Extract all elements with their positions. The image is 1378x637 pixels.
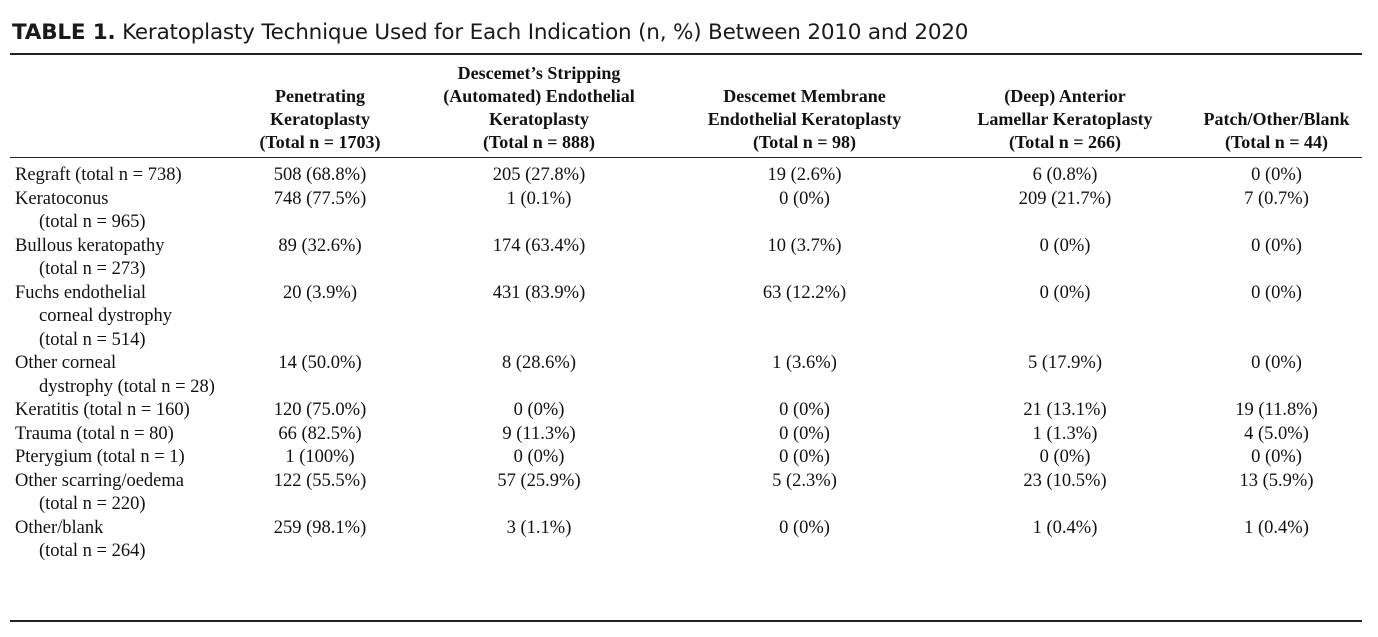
header-cell <box>939 55 1191 157</box>
header-row <box>10 55 1362 157</box>
indication-line: Keratitis (total n = 160) <box>15 400 190 420</box>
value-cell: 1 (0.4%) <box>1032 517 1098 538</box>
indication-cell <box>10 470 232 517</box>
indication-line: Regraft (total n = 738) <box>15 165 182 185</box>
table-row <box>10 235 1362 282</box>
header-cell <box>408 55 670 157</box>
table-row <box>10 423 1362 447</box>
value-cell: 0 (0%) <box>513 447 565 467</box>
value-cell: 1 (0.4%) <box>1244 517 1309 538</box>
indication-cell <box>10 399 232 423</box>
value-cell: 0 (0%) <box>779 423 830 444</box>
table-title: Keratoplasty Technique Used for Each Indication (n, %) Between 2010 and 2020 <box>122 20 969 45</box>
header-cell <box>1191 55 1362 157</box>
value-cell: 19 (11.8%) <box>1235 400 1318 420</box>
indication-cell <box>10 235 232 282</box>
header-cell <box>232 55 408 157</box>
indication-line: Pterygium (total n = 1) <box>15 447 185 467</box>
value-cell: 1 (100%) <box>285 447 355 467</box>
value-cell: 9 (11.3%) <box>502 423 576 444</box>
indication-line: (total n = 514) <box>39 329 146 350</box>
value-cell: 20 (3.9%) <box>283 282 357 303</box>
header-line: (Total n = 1703) <box>259 132 381 152</box>
indication-line: corneal dystrophy <box>39 306 173 326</box>
indication-cell <box>10 164 232 188</box>
table-row <box>10 399 1362 423</box>
value-cell: 0 (0%) <box>779 517 830 538</box>
header-line: Keratoplasty <box>270 109 370 129</box>
indication-line: (total n = 273) <box>39 259 146 279</box>
value-cell: 1 (1.3%) <box>1032 423 1098 444</box>
value-cell: 0 (0%) <box>1039 235 1091 256</box>
indication-line: Trauma (total n = 80) <box>15 423 174 444</box>
value-cell: 23 (10.5%) <box>1023 470 1107 491</box>
value-cell: 1 (3.6%) <box>772 353 837 373</box>
value-cell: 0 (0%) <box>779 400 830 420</box>
header-line: Endothelial Keratoplasty <box>707 109 902 129</box>
header-cell <box>670 55 939 157</box>
value-cell: 259 (98.1%) <box>273 517 367 538</box>
value-cell: 1 (0.1%) <box>506 188 572 209</box>
header-line: Lamellar Keratoplasty <box>977 109 1153 129</box>
value-cell: 0 (0%) <box>779 447 830 467</box>
indication-line: Other corneal <box>15 353 117 373</box>
value-cell: 0 (0%) <box>513 400 565 420</box>
value-cell: 0 (0%) <box>1251 447 1302 467</box>
table-body <box>10 157 1362 564</box>
table-caption <box>12 20 968 45</box>
value-cell: 3 (1.1%) <box>506 517 572 538</box>
value-cell: 174 (63.4%) <box>492 235 586 256</box>
header-line: Descemet Membrane <box>723 86 886 106</box>
value-cell: 748 (77.5%) <box>273 188 367 209</box>
header-line: Keratoplasty <box>489 109 589 129</box>
value-cell: 0 (0%) <box>1251 235 1302 256</box>
table-row <box>10 164 1362 188</box>
value-cell: 13 (5.9%) <box>1239 470 1314 491</box>
value-cell: 5 (17.9%) <box>1028 353 1102 373</box>
header-cell-indication <box>10 55 232 157</box>
header-line: (Deep) Anterior <box>1004 86 1126 106</box>
header-line: (Total n = 266) <box>1008 132 1122 152</box>
value-cell: 120 (75.0%) <box>273 400 367 420</box>
value-cell: 19 (2.6%) <box>767 165 842 185</box>
header-line: Descemet’s Stripping <box>457 63 621 83</box>
value-cell: 5 (2.3%) <box>772 470 837 491</box>
indication-line: (total n = 220) <box>39 494 146 514</box>
value-cell: 122 (55.5%) <box>273 470 367 491</box>
indication-cell <box>10 517 232 564</box>
header-line: Patch/Other/Blank <box>1203 109 1350 129</box>
indication-line: dystrophy (total n = 28) <box>39 376 215 397</box>
value-cell: 0 (0%) <box>1039 447 1091 467</box>
value-cell: 10 (3.7%) <box>767 235 842 256</box>
value-cell: 89 (32.6%) <box>278 235 362 256</box>
table-row <box>10 446 1362 470</box>
table-label: TABLE 1. <box>12 20 116 45</box>
value-cell: 0 (0%) <box>1251 165 1302 185</box>
indication-line: (total n = 965) <box>39 212 146 232</box>
value-cell: 7 (0.7%) <box>1244 188 1309 209</box>
data-table <box>10 55 1362 564</box>
header-line: (Total n = 888) <box>482 132 596 152</box>
table-row <box>10 282 1362 353</box>
value-cell: 66 (82.5%) <box>278 423 362 444</box>
header-line: (Total n = 98) <box>752 132 857 152</box>
indication-line: Bullous keratopathy <box>15 235 165 256</box>
value-cell: 8 (28.6%) <box>502 353 576 373</box>
value-cell: 0 (0%) <box>1251 282 1302 303</box>
indication-cell <box>10 446 232 470</box>
value-cell: 205 (27.8%) <box>492 165 586 185</box>
indication-cell <box>10 188 232 235</box>
value-cell: 63 (12.2%) <box>762 282 847 303</box>
value-cell: 57 (25.9%) <box>497 470 581 491</box>
value-cell: 4 (5.0%) <box>1244 423 1309 444</box>
value-cell: 209 (21.7%) <box>1018 188 1112 209</box>
header-line: (Automated) Endothelial <box>443 86 635 106</box>
value-cell: 6 (0.8%) <box>1032 165 1098 185</box>
table-row <box>10 188 1362 235</box>
indication-cell <box>10 282 232 353</box>
indication-line: (total n = 264) <box>39 541 146 561</box>
table-row <box>10 517 1362 564</box>
indication-line: Other/blank <box>15 517 104 538</box>
table-row <box>10 352 1362 399</box>
indication-line: Keratoconus <box>15 188 109 209</box>
header-line: (Total n = 44) <box>1224 132 1329 152</box>
bottom-rule <box>10 620 1362 622</box>
value-cell: 0 (0%) <box>779 188 830 209</box>
value-cell: 14 (50.0%) <box>278 353 362 373</box>
value-cell: 21 (13.1%) <box>1023 400 1107 420</box>
indication-cell <box>10 352 232 399</box>
indication-cell <box>10 423 232 447</box>
indication-line: Other scarring/oedema <box>15 470 184 491</box>
indication-line: Fuchs endothelial <box>15 282 147 303</box>
value-cell: 0 (0%) <box>1251 353 1302 373</box>
header-line: Penetrating <box>275 86 365 106</box>
value-cell: 431 (83.9%) <box>492 282 586 303</box>
value-cell: 0 (0%) <box>1039 282 1091 303</box>
table-row <box>10 470 1362 517</box>
value-cell: 508 (68.8%) <box>273 165 367 185</box>
